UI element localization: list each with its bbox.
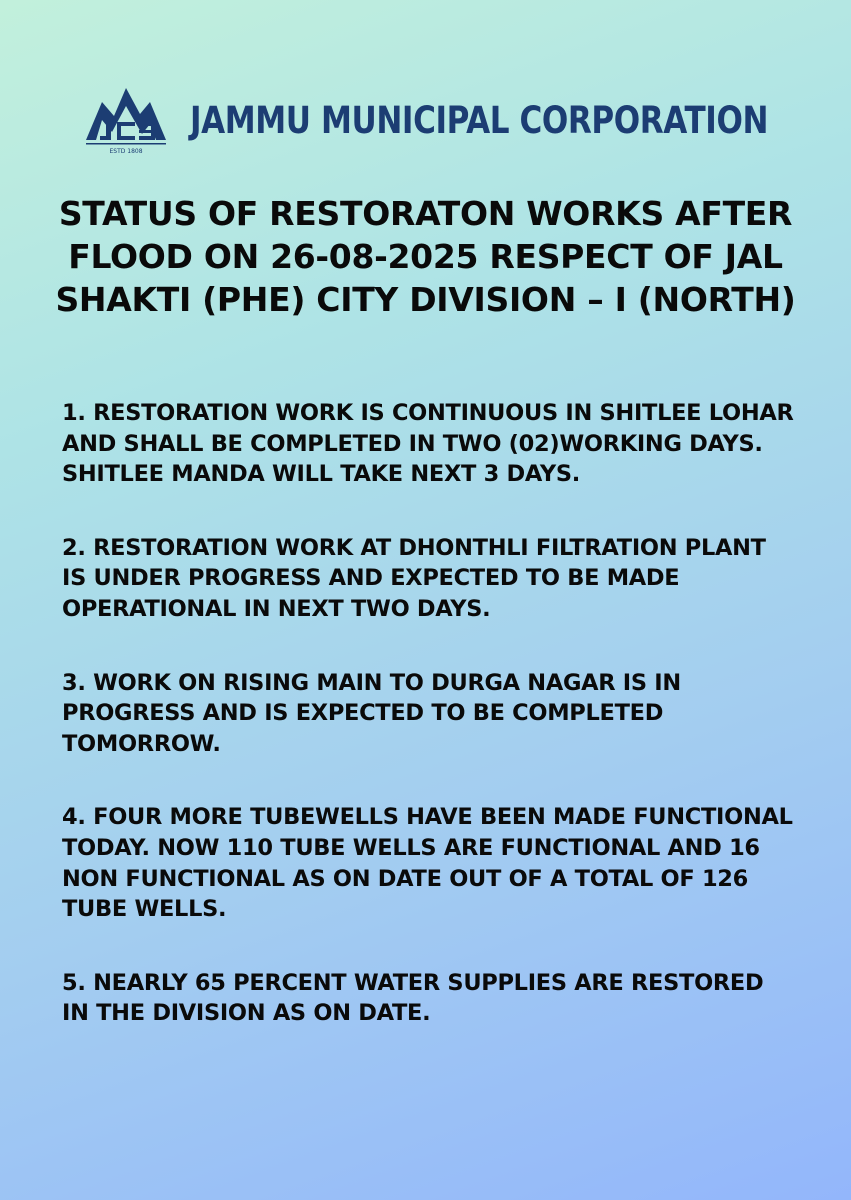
logo-caption: ESTD 1808 [109,148,143,155]
jmc-emblem-icon [84,84,168,156]
page-title: STATUS OF RESTORATON WORKS AFTER FLOOD ON 26-08-2025 RESPECT OF JAL SHAKTI (PHE) CITY DIVISION – I (NORTH) [55,194,796,319]
status-list [62,398,797,1072]
list-item: 2. RESTORATION WORK AT DHONTHLI FILTRATION PLANT IS UNDER PROGRESS AND EXPECTED TO BE MADE OPERATIONAL IN NEXT TWO DAYS. [62,534,766,622]
list-item: 5. NEARLY 65 PERCENT WATER SUPPLIES ARE RESTORED IN THE DIVISION AS ON DATE. [62,969,764,1027]
header [84,84,851,156]
list-item: 4. FOUR MORE TUBEWELLS HAVE BEEN MADE FUNCTIONAL TODAY. NOW 110 TUBE WELLS ARE FUNCTIONAL AND 16 NON FUNCTIONAL AS ON DATE OUT OF A TOTAL OF 126 TUBE WELLS. [62,804,793,923]
list-item: 1. RESTORATION WORK IS CONTINUOUS IN SHITLEE LOHAR AND SHALL BE COMPLETED IN TWO (02)WORKING DAYS. SHITLEE MANDA WILL TAKE NEXT 3 DAYS. [62,400,794,488]
list-item: 3. WORK ON RISING MAIN TO DURGA NAGAR IS IN PROGRESS AND IS EXPECTED TO BE COMPLETED TOMORROW. [62,669,681,757]
organization-name: JAMMU MUNICIPAL CORPORATION [190,98,769,142]
